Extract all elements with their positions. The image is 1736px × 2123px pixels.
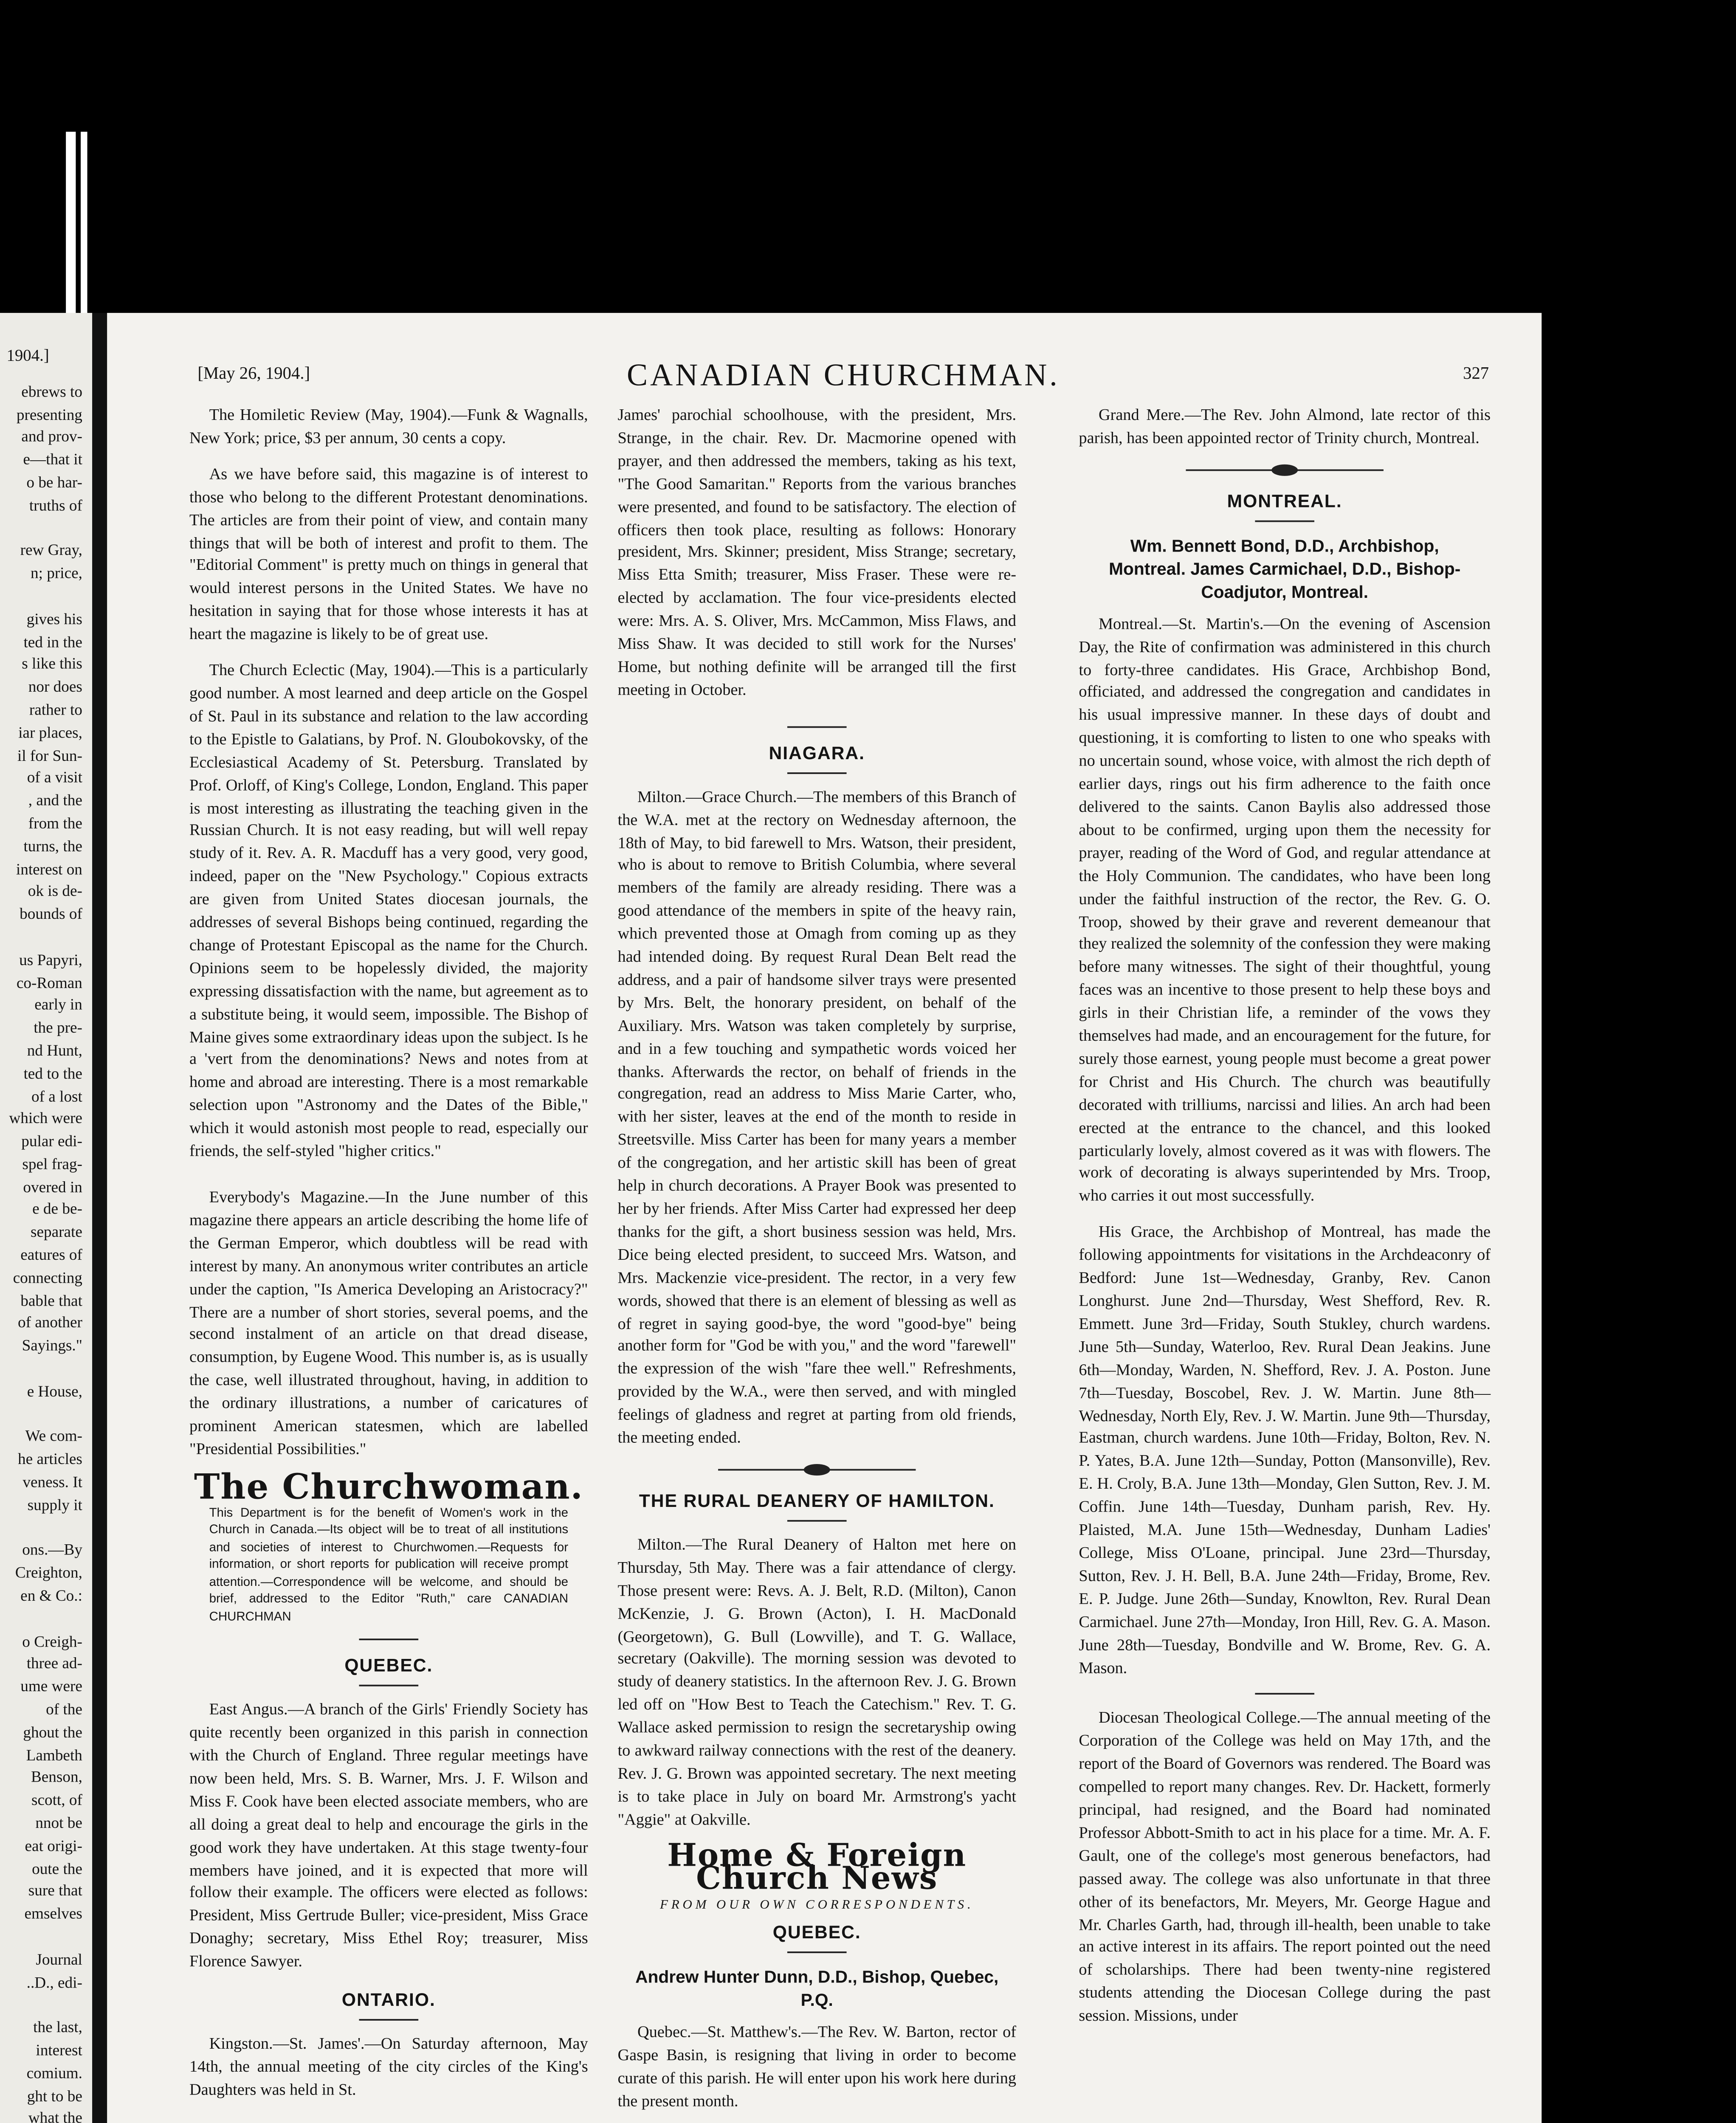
- left-page-line: e—that it: [23, 451, 82, 470]
- left-page-line: veness. It: [23, 1474, 82, 1492]
- left-page-line: spel frag-: [22, 1156, 82, 1174]
- paragraph: Kingston.—St. James'.—On Saturday afternoon, May 14th, the annual meeting of the city circles of the King's Daughters was held in St.: [189, 2035, 588, 2100]
- left-page-line: eatures of: [20, 1247, 82, 1265]
- left-page-line: ted to the: [23, 1065, 82, 1083]
- bishop-line: Andrew Hunter Dunn, D.D., Bishop, Quebec, P.Q.: [635, 1968, 999, 2011]
- left-page-line: bable that: [20, 1292, 82, 1311]
- left-page-line: Sayings.": [22, 1337, 82, 1356]
- left-page-line: Journal: [36, 1951, 82, 1969]
- churchwoman-notice: This Department is for the benefit of Women's work in the Church in Canada.—Its object will be to treat of all institutions and societies of interest to Churchwomen.—Requests for information, or short reports for publication will receive prompt attention.—Correspondence will be welcome, and should be brief, addressed to the Editor "Ruth," care CANADIAN CHURCHMAN: [209, 1505, 569, 1624]
- paragraph: James' parochial schoolhouse, with the president, Mrs. Strange, in the chair. Rev. Dr. Macmorine opened with prayer, and then addressed the members, taking as his text, "The Good Samaritan." Reports from the various branches were presented, and found to be satisfactory. The election of officers then took place, resulting as follows: Honorary president, Mrs. Skinner; president, Miss Strange; secretary, Miss Etta Smith; treasurer, Miss Fraser. These were re-elected by acclamation. The four vice-presidents elected were: Mrs. A. S. Oliver, Mrs. McCammon, Miss Flaws, and Miss Shaw. It was decided to still work for the Nurses' Home, but nothing definite will be arranged till the first meeting in October.: [617, 406, 1017, 700]
- left-page-year: 1904.]: [6, 347, 49, 366]
- left-page-line: n; price,: [30, 565, 82, 583]
- divider: [359, 2019, 419, 2021]
- left-page-line: en & Co.:: [20, 1587, 82, 1606]
- foreign-news-subheading: FROM OUR OWN CORRESPONDENTS.: [660, 1898, 974, 1913]
- left-page-line: We com-: [25, 1428, 82, 1447]
- paragraph: Milton.—The Rural Deanery of Halton met here on Thursday, 5th May. There was a fair attendance of clergy. Those present were: Revs. A. J. Belt, R.D. (Milton), Canon McKenzie, J. G. Brown (Acton), I. H. MacDonald (Georgetown), G. Bull (Lowville), and T. G. Wallace, secretary (Oakville). The morning session was devoted to study of deanery statistics. In the afternoon Rev. J. G. Brown led off on "How Best to Teach the Catechism." Rev. T. G. Wallace asked permission to resign the secretaryship owing to awkward railway connections with the rest of the deanery. Rev. J. G. Brown was appointed secretary. The next meeting is to take place in July on board Mr. Armstrong's yacht "Aggie" at Oakville.: [617, 1536, 1017, 1830]
- left-page-line: , and the: [28, 792, 82, 811]
- left-page-line: [0, 927, 92, 950]
- left-page-line: of another: [17, 1315, 82, 1333]
- left-page-line: ghout the: [23, 1724, 82, 1742]
- left-page-line: interest on: [16, 860, 82, 879]
- left-page-line: gives his: [26, 611, 82, 629]
- left-page-line: comium.: [26, 2064, 82, 2083]
- left-page-line: of a lost: [31, 1087, 82, 1106]
- foreign-news-heading: Home & Foreign Church News: [667, 1837, 967, 1897]
- divider: [1255, 520, 1314, 522]
- left-page-line: ume were: [20, 1678, 82, 1697]
- paragraph: Diocesan Theological College.—The annual meeting of the Corporation of the College was held on May 17th, and the report of the Board of Governors was rendered. The Board was compelled to report many changes. Rev. Dr. Hackett, formerly principal, had resigned, and the Board had nominated Professor Abbott-Smith to act in his place for a time. Mr. A. F. Gault, one of the college's most generous benefactors, had passed away. The college was also unfortunate in that three other of its benefactors, Mr. Meyers, Mr. George Hague and Mr. Charles Garth, had, through ill-health, been unable to take an active interest in its affairs. The report pointed out the need of scholarships. There had been twenty-nine registered students attending the Diocesan College during the past session. Missions, under: [1079, 1710, 1491, 2026]
- left-page-line: s like this: [22, 656, 82, 674]
- left-page-line: [0, 1518, 92, 1541]
- left-page-line: he articles: [18, 1451, 82, 1470]
- left-page-line: of the: [46, 1701, 82, 1720]
- newspaper-page: [107, 313, 1542, 2123]
- paragraph: The Church Eclectic (May, 1904).—This is a particularly good number. A most learned and deep article on the Gospel of St. Paul in its substance and relation to the law according to the Epistle to Galatians, by Prof. N. Gloubokovsky, of the Ecclesiastical Academy of St. Petersburg. Translated by Prof. Orloff, of King's College, London, England. This paper is most interesting as illustrating the teaching given in the Russian Church. It is not easy reading, but will well repay study of it. Rev. A. R. Macduff has a very good, very good, indeed, paper on the "New Psychology." Copious extracts are given from United States diocesan journals, the addresses of several Bishops being continued, regarding the change of Protestant Episcopal as the name for the Church. Opinions seem to be hopelessly divided, the majority expressing dissatisfaction with the name, but agreement as to a substitute being, it would seem, impossible. The Bishop of Maine gives some extraordinary ideas upon the subject. Is he a 'vert from the denominations? News and notes from at home and abroad are interesting. There is a most remarkable selection upon "Astronomy and the Dates of the Bible," which it would astonish most people to read, especially our friends, the self-styled "higher critics.": [189, 662, 588, 1161]
- left-page-line: o be har-: [26, 474, 82, 493]
- left-page-line: us Papyri,: [19, 951, 82, 970]
- left-page-line: sure that: [28, 1883, 82, 1901]
- left-page-line: rew Gray,: [20, 542, 82, 561]
- paragraph: Montreal.—St. Martin's.—On the evening of Ascension Day, the Rite of confirmation was administered in this church to forty-three candidates. His Grace, Archbishop Bond, officiated, and addressed the congregation and candidates in his usual impressive manner. In these days of doubt and questioning, it is comforting to listen to one who speaks with no uncertain sound, whose voice, with almost the rich depth of earlier days, rings out his firm adherence to the faith once delivered to the saints. Canon Baylis also addressed those about to be confirmed, urging upon them the necessity for prayer, reading of the Word of God, and regular attendance at the Holy Communion. The candidates, who have been long under the faithful instruction of the rector, the Rev. G. O. Troop, showed by their grave and reverent demeanour that they realized the solemnity of the confession they were making before many witnesses. The sight of their thoughtful, young faces was an incentive to those present to help these boys and girls in their Christian life, a reminder of the vows they themselves had made, and an encouragement for the future, for surely those earnest, young people must become a great power for Christ and His Church. The church was beautifully decorated with trilliums, narcissi and lilies. An arch had been erected at the entrance to the chancel, and this looked particularly lovely, almost covered as it was with flowers. The work of decorating is always superintended by Mrs. Troop, who carries it out most successfully.: [1079, 615, 1491, 1206]
- churchwoman-heading: The Churchwoman.: [194, 1465, 583, 1507]
- left-page-line: [0, 1359, 92, 1382]
- left-page-line: three ad-: [26, 1656, 82, 1674]
- masthead-title: CANADIAN CHURCHMAN.: [627, 359, 1060, 394]
- section-heading-quebec: QUEBEC.: [772, 1924, 861, 1944]
- divider: [1255, 1694, 1314, 1695]
- left-page-line: o Creigh-: [22, 1633, 82, 1651]
- left-page-line: scott, of: [31, 1792, 82, 1810]
- left-page-line: separate: [30, 1224, 82, 1242]
- column-1: [189, 405, 588, 2116]
- left-page-fragment: [0, 313, 92, 2123]
- paragraph: His Grace, the Archbishop of Montreal, has made the following appointments for visitations in the Archdeaconry of Bedford: June 1st—Wednesday, Granby, Rev. Canon Longhurst. June 2nd—Thursday, West Shefford, Rev. R. Emmett. June 3rd—Friday, South Stukley, church wardens. June 5th—Sunday, Waterloo, Rev. Rural Dean Jeakins. June 6th—Monday, Warden, N. Shefford, Rev. J. A. Poston. June 7th—Tuesday, Boscobel, Rev. J. W. Martin. June 8th—Wednesday, North Ely, Rev. J. W. Martin. June 9th—Thursday, Eastman, church wardens. June 10th—Friday, Bolton, Rev. N. P. Yates, B.A. June 12th—Sunday, Potton (Mansonville), Rev. E. H. Croly, B.A. June 13th—Monday, Glen Sutton, Rev. J. M. Coffin. June 14th—Tuesday, Dunham parish, Rev. Hy. Plaisted, M.A. June 15th—Wednesday, Dunham Ladies' College, Miss O'Loane, principal. June 23rd—Thursday, Sutton, Rev. J. H. Bell, B.A. June 24th—Friday, Brome, Rev. E. P. Judge. June 26th—Sunday, Knowlton, Rev. Rural Dean Carmichael. June 27th—Monday, Iron Hill, Rev. G. A. Mason. June 28th—Tuesday, Bondville and W. Brome, Rev. G. A. Mason.: [1079, 1224, 1491, 1678]
- left-page-line: e House,: [27, 1383, 82, 1402]
- issue-date: [May 26, 1904.]: [197, 366, 310, 384]
- left-page-line: and prov-: [21, 428, 82, 447]
- left-page-line: [0, 1995, 92, 2018]
- divider: [359, 1685, 419, 1687]
- paragraph: Grand Mere.—The Rev. John Almond, late rector of this parish, has been appointed rector of Trinity church, Montreal.: [1079, 406, 1491, 448]
- column-2: [617, 405, 1016, 2123]
- left-page-line: nor does: [28, 679, 82, 697]
- paragraph: Everybody's Magazine.—In the June number of this magazine there appears an article describing the home life of the German Emperor, which doubtless will be read with interest by many. An anonymous writer contributes an article under the caption, "Is America Developing an Aristocracy?" There are a number of short stories, several poems, and the second instalment of an article on that dread disease, consumption, by Eugene Wood. This number is, as is usually the case, well illustrated throughout, having, in addition to the ordinary illustrations, a number of caricatures of prominent American statesmen, which are labelled "Presidential Possibilities.": [189, 1189, 588, 1459]
- left-page-line: oute the: [32, 1860, 82, 1878]
- left-page-line: ght to be: [27, 2087, 82, 2106]
- left-page-line: [0, 1927, 92, 1950]
- left-page-line: [0, 1609, 92, 1632]
- left-page-line: of a visit: [27, 769, 82, 788]
- paragraph: East Angus.—A branch of the Girls' Friendly Society has quite recently been organized in this parish in connection with the Church of England. Three regular meetings have now been held, Mrs. S. B. Warner, Mrs. J. F. Wilson and Miss F. Cook have been elected associate members, who are all doing a great deal to help and encourage the girls in the good work they have undertaken. At this stage twenty-four members have joined, and it is expected that more will follow their example. The officers were elected as follows: President, Miss Gertrude Buller; vice-president, Miss Grace Donaghy; secretary, Miss Ethel Roy; treasurer, Miss Florence Sawyer.: [189, 1701, 588, 1972]
- divider: [359, 1639, 419, 1641]
- divider: [787, 1952, 847, 1954]
- left-page-line: co-Roman: [16, 974, 82, 992]
- left-page-line: early in: [34, 997, 82, 1015]
- page-gutter: [92, 313, 107, 2123]
- left-page-line: e de be-: [32, 1201, 82, 1219]
- left-page-line: [0, 1404, 92, 1427]
- page-number: 327: [1463, 366, 1489, 384]
- left-page-line: connecting: [13, 1269, 82, 1288]
- paragraph: Milton.—Grace Church.—The members of this Branch of the W.A. met at the rectory on Wednesday afternoon, the 18th of May, to bid farewell to Mrs. Watson, their president, who is about to remove to British Columbia, where several members of the family are already residing. There was a good attendance of the members in spite of the heavy rain, which prevented those at Omagh from coming up as they had intended doing. By request Rural Dean Belt read the address, and a pair of handsome silver trays were presented by Mrs. Belt, the honorary president, on behalf of the Auxiliary. Mrs. Watson was taken completely by surprise, and in a few touching and sympathetic words voiced her thanks. Afterwards the rector, on behalf of friends in the congregation, read an address to Miss Marie Carter, who, with her sister, leaves at the end of the month to reside in Streetsville. Miss Carter has been for many years a member of the congregation, and her artistic skill has been of great help in church decorations. A Prayer Book was presented to her by her friends. After Miss Carter had expressed her deep thanks for the gift, a short business session was held, Mrs. Dice being elected president, to succeed Mrs. Watson, and Mrs. Mackenzie vice-president. The rector, in a very few words, showed that there is an element of blessing as well as of regret in saying good-bye, the word "good-bye" being another form for "God be with you," and the word "farewell" the expression of the wish "fare thee well." Refreshments, provided by the W.A., were then served, and with mingled feelings of gladness and regret at parting from old friends, the meeting ended.: [617, 788, 1017, 1448]
- left-page-line: bounds of: [20, 906, 82, 924]
- ornament-divider: [718, 1467, 916, 1473]
- left-page-line: il for Sun-: [17, 747, 82, 765]
- left-page-line: [0, 586, 92, 609]
- left-page-line: the last,: [33, 2019, 82, 2038]
- paragraph: As we have before said, this magazine is of interest to those who belong to the different Protestant denominations. The articles are from their point of view, and contain many things that will be both of interest and profit to them. The "Editorial Comment" is pretty much on things in general that would interest persons in the United States. We have no hesitation in saying that for those whose interests it has at heart the magazine is likely to be of great use.: [189, 465, 588, 645]
- left-page-line: pular edi-: [21, 1133, 82, 1152]
- column-3: [1079, 405, 1491, 2042]
- bishop-line: Wm. Bennett Bond, D.D., Archbishop, Montreal. James Carmichael, D.D., Bishop-Coadjutor, Montreal.: [1109, 536, 1461, 603]
- section-heading-montreal: MONTREAL.: [1227, 492, 1342, 512]
- left-page-line: the pre-: [34, 1019, 82, 1038]
- left-page-line: supply it: [27, 1496, 82, 1515]
- divider: [787, 726, 847, 728]
- section-heading-ontario: ONTARIO.: [341, 1991, 436, 2011]
- left-page-line: rather to: [29, 701, 82, 720]
- left-page-line: Benson,: [31, 1769, 82, 1788]
- left-page-line: what the: [28, 2110, 82, 2123]
- divider: [787, 772, 847, 774]
- left-page-line: ons.—By: [22, 1542, 82, 1560]
- left-page-line: Lambeth: [26, 1746, 82, 1765]
- left-page-line: from the: [28, 815, 82, 833]
- left-page-line: iar places,: [18, 724, 82, 743]
- paragraph: The Homiletic Review (May, 1904).—Funk & Wagnalls, New York; price, $3 per annum, 30 cents a copy.: [189, 406, 588, 448]
- left-page-line: nnot be: [35, 1815, 82, 1833]
- left-page-line: ok is de-: [28, 883, 82, 901]
- left-page-line: which were: [9, 1110, 82, 1129]
- left-page-text: [0, 346, 92, 2123]
- page-header: [197, 359, 1489, 399]
- section-heading-niagara: NIAGARA.: [769, 744, 865, 764]
- left-page-line: Creighton,: [15, 1565, 82, 1583]
- left-page-line: [0, 518, 92, 541]
- left-page-line: nd Hunt,: [27, 1042, 82, 1061]
- ornament-divider: [1186, 467, 1384, 473]
- left-page-line: truths of: [29, 497, 82, 515]
- left-page-line: emselves: [24, 1906, 82, 1924]
- section-heading-quebec: QUEBEC.: [344, 1657, 433, 1677]
- left-page-line: interest: [36, 2042, 82, 2060]
- divider: [787, 1520, 847, 1521]
- left-page-line: presenting: [16, 406, 82, 425]
- left-page-line: turns, the: [23, 838, 82, 856]
- left-page-line: eat origi-: [25, 1837, 82, 1856]
- left-page-line: overed in: [23, 1178, 82, 1197]
- left-page-line: ebrews to: [21, 383, 82, 402]
- left-page-line: ted in the: [23, 633, 82, 652]
- section-heading-hamilton: THE RURAL DEANERY OF HAMILTON.: [639, 1492, 995, 1512]
- left-page-line: ..D., edi-: [26, 1974, 82, 1992]
- paragraph: Quebec.—St. Matthew's.—The Rev. W. Barton, rector of Gaspe Basin, is resigning that living in order to become curate of this parish. He will enter upon his work here during the present month.: [617, 2024, 1017, 2112]
